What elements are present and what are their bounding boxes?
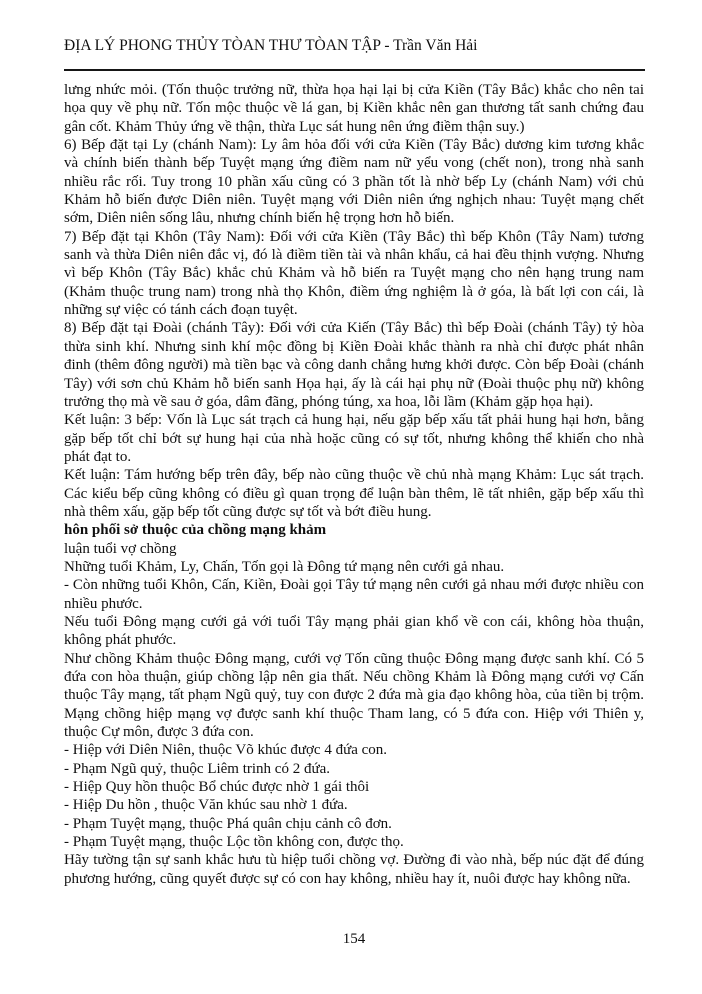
- paragraph: Kết luận: 3 bếp: Vốn là Lục sát trạch cả hung hại, nếu gặp bếp xấu tất phải hung hại hơn, bằng gặp bếp tốt chỉ bớt sự hung hại của nhà hoặc cũng có sự tốt, nhưng không thể khiến cho nhà phát đạt to.: [64, 412, 644, 465]
- body-text: [64, 81, 644, 888]
- header-rule: [64, 69, 645, 71]
- page-title: ĐỊA LÝ PHONG THỦY TÒAN THƯ TÒAN TẬP - Trần Văn Hải: [64, 37, 478, 54]
- list-item: - Hiệp Du hồn , thuộc Văn khúc sau nhờ 1 đứa.: [64, 797, 348, 814]
- paragraph: 6) Bếp đặt tại Ly (chánh Nam): Ly âm hỏa đối với cửa Kiền (Tây Bắc) dương kim tương khắc và chính biến thành bếp Tuyệt mạng ứng điềm nam nữ yểu vong (chết non), trong nhà sanh nhiều rắc rối. Tuy trong 10 phần xấu cũng có 3 phần tốt là nhờ bếp Ly (chánh Nam) với chủ Khảm hỗ biến được Diên niên. Tuyệt mạng với Diên niên ứng nghịch nhau: Tuyệt mạng chết sớm, Diên niên sống lâu, nhưng chính biến hệ trọng hơn hỗ biến.: [64, 137, 644, 227]
- paragraph: lưng nhức mỏi. (Tốn thuộc trưởng nữ, thừa họa hại lại bị cửa Kiền (Tây Bắc) khắc cho nên tai họa quy về phụ nữ. Tốn mộc thuộc về lá gan, bị Kiền khắc nên gan thương tất sanh chứng đau gân cốt. Khảm Thủy ứng về thận, thừa Lục sát hung nên ứng điềm thận suy.): [64, 82, 644, 135]
- list-item: - Hiệp với Diên Niên, thuộc Võ khúc được 4 đứa con.: [64, 742, 388, 759]
- list-item: - Hiệp Quy hồn thuộc Bổ chúc được nhờ 1 gái thôi: [64, 779, 370, 796]
- list-item: - Phạm Tuyệt mạng, thuộc Lộc tồn không con, được thọ.: [64, 834, 404, 851]
- page-footer: [64, 931, 644, 948]
- paragraph: Như chồng Khảm thuộc Đông mạng, cưới vợ Tốn cũng thuộc Đông mạng được sanh khí. Có 5 đứa con hòa thuận, giúp chồng lập nên gia thất. Nếu chồng Khảm là Đông mạng cưới vợ Cấn thuộc Tây mạng, tất phạm Ngũ quỷ, tuy con được 2 đứa mà gia đạo không hòa, của tiền bị trộm. Mạng chồng hiệp mạng vợ được sanh khí thuộc Tham lang, có 5 đứa con. Hiệp với Thiên y, thuộc Cự môn, được 3 đứa con.: [64, 650, 644, 741]
- paragraph: Những tuổi Khảm, Ly, Chấn, Tốn gọi là Đông tứ mạng nên cưới gả nhau.: [64, 558, 505, 575]
- paragraph: Nếu tuổi Đông mạng cưới gả với tuổi Tây mạng phải gian khổ về con cái, không hòa thuận, không phát phước.: [64, 613, 644, 649]
- paragraph: 8) Bếp đặt tại Đoài (chánh Tây): Đối với cửa Kiến (Tây Bắc) thì bếp Đoài (chánh Tây) tỷ hòa thừa sinh khí. Nhưng sinh khí mộc đồng bị Kiền Đoài khắc thành ra nhà chỉ được phát nhân đinh (thêm đông người) mà tiền bạc và công danh chẳng hưng khởi được. Còn bếp Đoài (chánh Tây) với sơn chủ Khảm hỗ biến sanh Họa hại, ấy là cái hại phụ nữ (Đoài thuộc phụ nữ) không trưởng thọ mà về sau ở góa, dâm đãng, phóng túng, xa hoa, lỗi lầm (Khảm gặp họa hại).: [64, 320, 644, 410]
- list-item: - Phạm Ngũ quỷ, thuộc Liêm trinh có 2 đứa.: [64, 760, 331, 777]
- page-header: [64, 36, 645, 56]
- list-item: - Phạm Tuyệt mạng, thuộc Phá quân chịu cảnh cô đơn.: [64, 815, 392, 832]
- paragraph: - Còn những tuổi Khôn, Cấn, Kiền, Đoài gọi Tây tứ mạng nên cưới gả nhau mới được nhiều con nhiều phước.: [64, 577, 644, 612]
- paragraph: luận tuổi vợ chồng: [64, 540, 177, 557]
- paragraph: 7) Bếp đặt tại Khôn (Tây Nam): Đối với cửa Kiền (Tây Bắc) thì bếp Khôn (Tây Nam) tương sanh và thừa Diên niên đắc vị, đó là điềm tiền tài và nhân khẩu, cả hai đều thịnh vượng. Nhưng vì bếp Khôn (Tây Bắc) khắc chủ Khảm và hỗ biến ra Tuyệt mạng cho nên hạng trung nam (Khảm thuộc trung nam) trong nhà thọ Khôn, điềm ứng nghiệm là ở góa, là bất lợi con cái, là những sự việc có tánh cách đoạn tuyệt.: [64, 228, 644, 319]
- paragraph: Hãy tường tận sự sanh khắc hưu tù hiệp tuổi chồng vợ. Đường đi vào nhà, bếp núc đặt để đúng phương hướng, cũng quyết được sự có con hay không, nhiều hay ít, nuôi được hay không nữa.: [64, 852, 644, 887]
- paragraph: Kết luận: Tám hướng bếp trên đây, bếp nào cũng thuộc về chủ nhà mạng Khảm: Lục sát trạch. Các kiểu bếp cũng không có điều gì quan trọng để luận bàn thêm, lẽ tất nhiên, gặp bếp xấu thì nhà thêm xấu, gặp bếp tốt cũng được sự tốt và bớt điều hung.: [64, 467, 644, 520]
- section-heading: hôn phối sở thuộc của chồng mạng khảm: [64, 522, 327, 539]
- page-number: 154: [342, 931, 366, 947]
